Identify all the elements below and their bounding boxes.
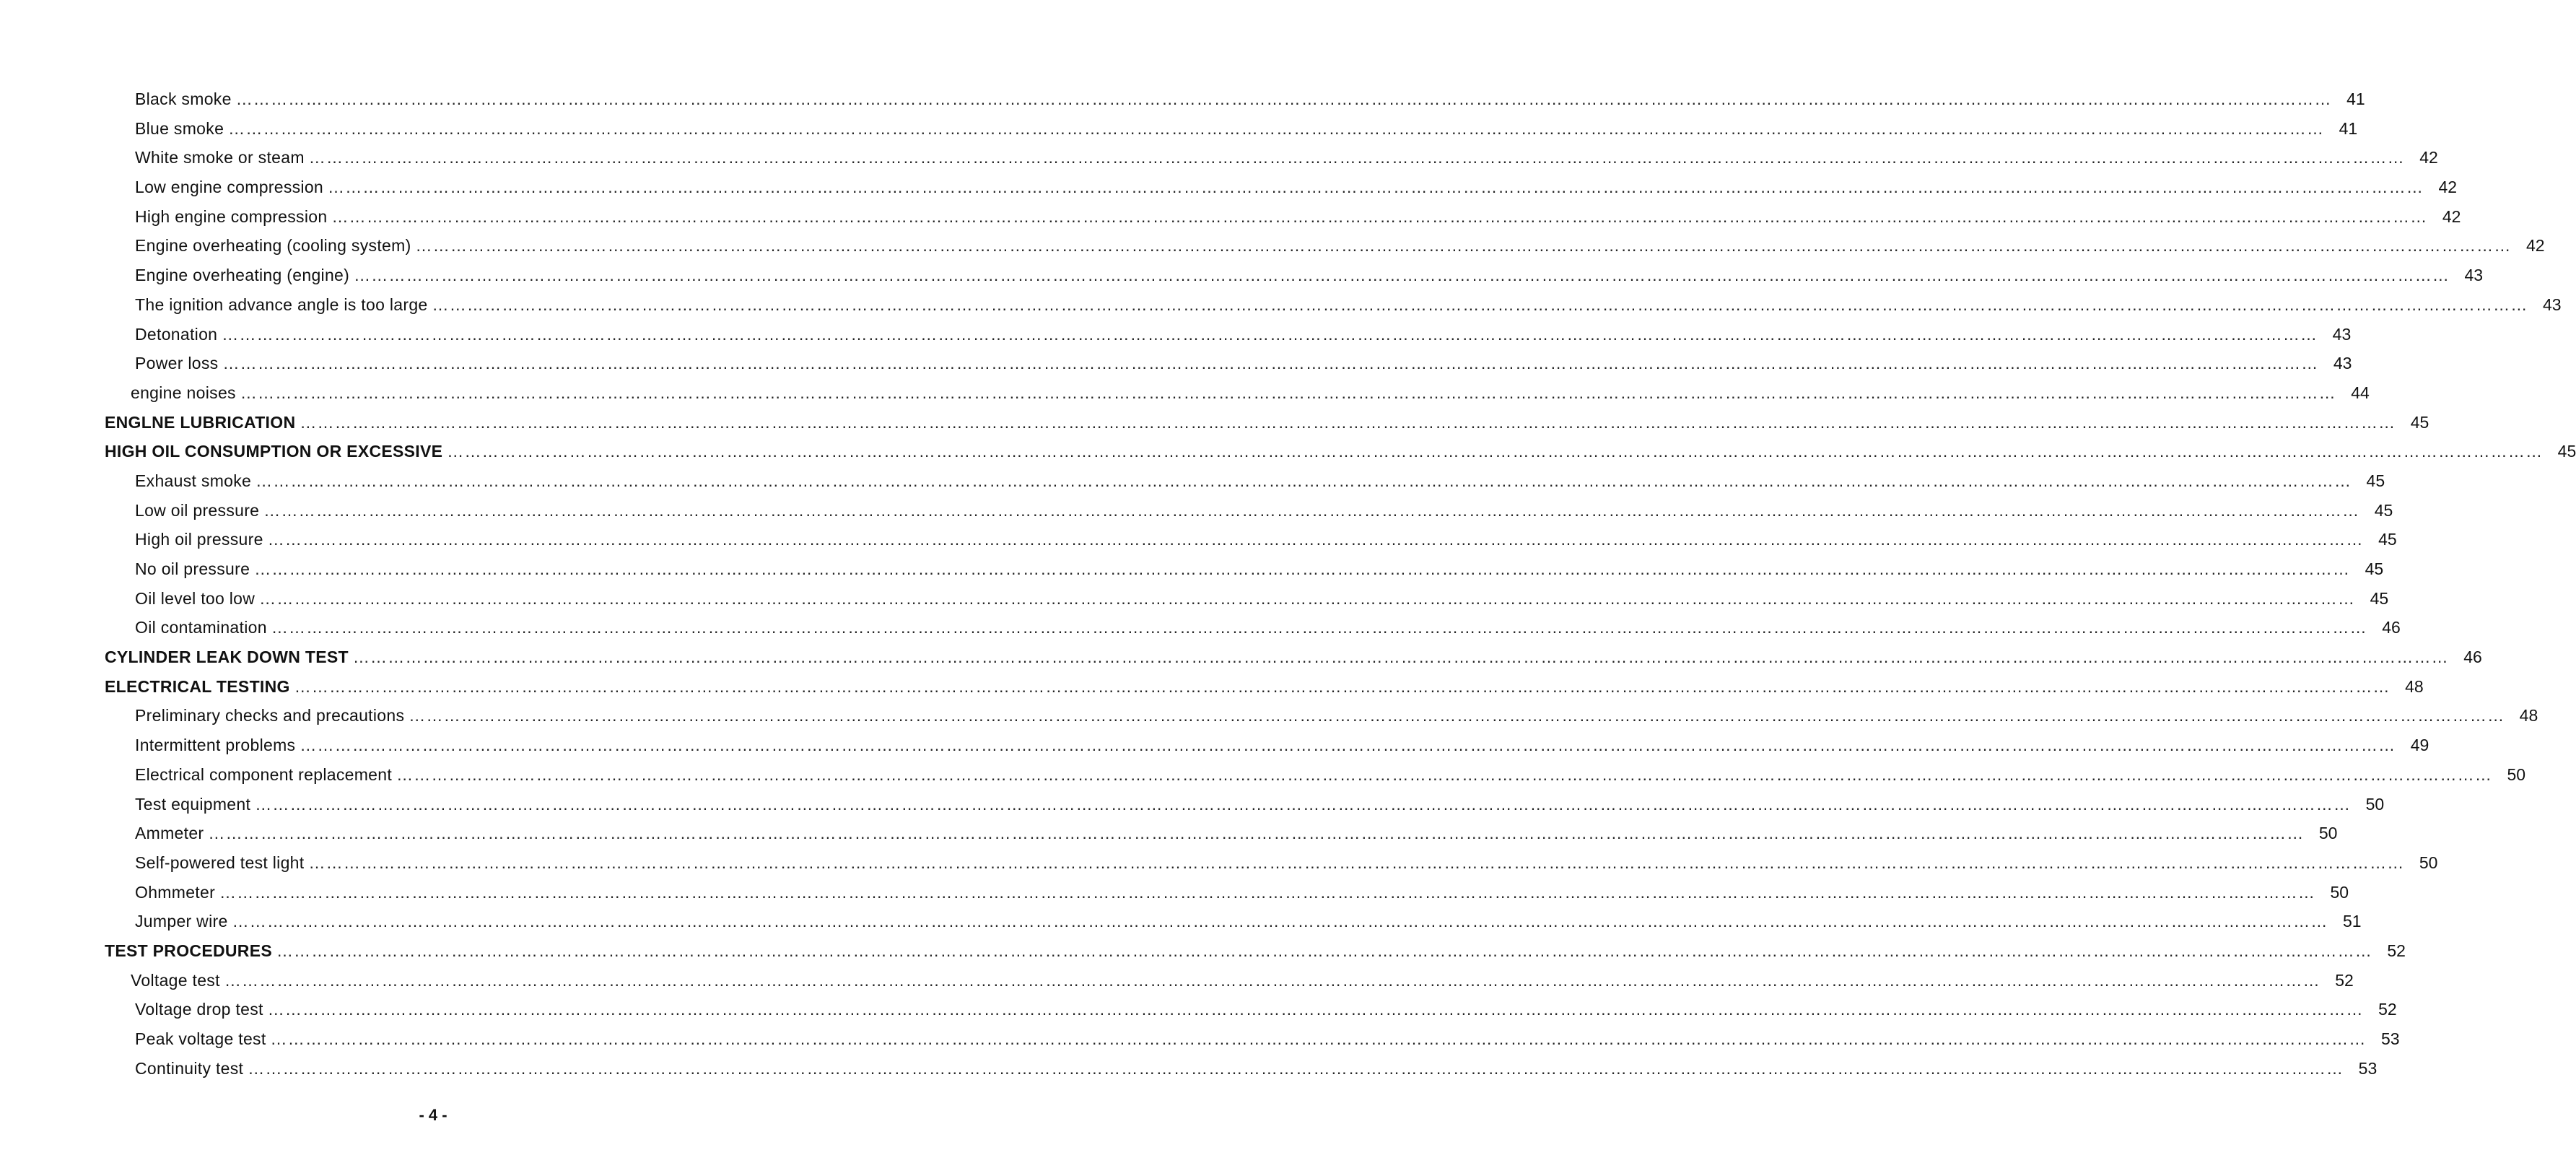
toc-dot-leader: ……………………………………………………………………………………………………………………………………………………………………………………………………………………………………………………………………………………………………………………………… [254,559,2351,578]
toc-entry-page: 45 [2557,442,2576,461]
toc-entry-page: 50 [2365,794,2385,814]
toc-entry-page: 41 [2339,118,2358,138]
toc-section-entry [0,672,2424,702]
toc-entry-title: Voltage test [131,970,220,990]
toc-entry-page: 48 [2519,706,2538,725]
toc-entry [0,173,2458,202]
toc-entry [0,84,2365,114]
toc-dot-leader: ……………………………………………………………………………………………………………………………………………………………………………………………………………………………………………………………………………………………………………………………… [294,676,2391,696]
toc-entry-page: 46 [2463,648,2482,667]
toc-entry-page: 43 [2542,295,2562,314]
toc-entry-page: 43 [2464,266,2484,285]
toc-entry-title: No oil pressure [135,559,250,578]
toc-dot-leader: ……………………………………………………………………………………………………………………………………………………………………………………………………………………………………………………………………………………………………………………………… [267,530,2364,549]
toc-entry-page: 45 [2374,500,2393,520]
toc-entry [0,114,2358,144]
toc-dot-leader: ……………………………………………………………………………………………………………………………………………………………………………………………………………………………………………………………………………………………………………………………… [276,941,2372,960]
toc-entry [0,231,2545,261]
toc-entry [0,878,2349,907]
toc-entry-title: High oil pressure [135,530,263,549]
toc-dot-leader: ……………………………………………………………………………………………………………………………………………………………………………………………………………………………………………………………………………………………………………………………… [263,500,2360,520]
toc-entry-page: 46 [2382,618,2401,637]
toc-entry-title: Test equipment [135,794,251,814]
toc-entry-page: 42 [2442,206,2461,226]
toc-entry-title: Exhaust smoke [135,471,252,490]
toc-entry [0,848,2438,878]
toc-entry [0,1054,2378,1084]
toc-entry-title: Detonation [135,324,218,344]
toc-entry-page: 41 [2346,90,2365,108]
toc-entry-title: Voltage drop test [135,1000,263,1019]
toc-dot-leader: ……………………………………………………………………………………………………………………………………………………………………………………………………………………………………………………………………………………………………………………………… [447,442,2544,461]
toc-entry-page: 49 [2410,736,2429,755]
toc-dot-leader: ……………………………………………………………………………………………………………………………………………………………………………………………………………………………………………………………………………………………………………………………… [222,354,2319,373]
toc-entry-page: 42 [2419,148,2438,167]
toc-dot-leader: ……………………………………………………………………………………………………………………………………………………………………………………………………………………………………………………………………………………………………………………………… [354,266,2450,285]
toc-entry-page: 50 [2318,824,2338,843]
toc-entry [0,966,2354,995]
page-number: - 4 - [419,1106,447,1124]
toc-dot-leader: ……………………………………………………………………………………………………………………………………………………………………………………………………………………………………………………………………………………………………………………………… [248,1058,2344,1078]
toc-dot-leader: ……………………………………………………………………………………………………………………………………………………………………………………………………………………………………………………………………………………………………………………………… [228,118,2325,138]
toc-entry [0,525,2397,554]
toc-dot-leader: ……………………………………………………………………………………………………………………………………………………………………………………………………………………………………………………………………………………………………………………………… [267,1000,2364,1019]
toc-dot-leader: ……………………………………………………………………………………………………………………………………………………………………………………………………………………………………………………………………………………………………………………………… [222,324,2318,344]
toc-entry [0,819,2338,848]
toc-dot-leader: ……………………………………………………………………………………………………………………………………………………………………………………………………………………………………………………………………………………………………………………………… [415,236,2512,256]
toc-section-entry [0,936,2406,966]
toc-dot-leader: ……………………………………………………………………………………………………………………………………………………………………………………………………………………………………………………………………………………………………………………………… [271,618,2367,637]
toc-entry-page: 45 [2365,559,2384,578]
toc-entry-title: Jumper wire [135,912,228,931]
toc-dot-leader: ……………………………………………………………………………………………………………………………………………………………………………………………………………………………………………………………………………………………………………………………… [270,1029,2367,1048]
toc-entry-title: Oil level too low [135,588,256,608]
toc-dot-leader: ……………………………………………………………………………………………………………………………………………………………………………………………………………………………………………………………………………………………………………………………… [219,882,2316,902]
toc-dot-leader: ……………………………………………………………………………………………………………………………………………………………………………………………………………………………………………………………………………………………………………………………… [300,412,2396,432]
toc-entry-title: ELECTRICAL TESTING [105,676,290,696]
toc-dot-leader: ……………………………………………………………………………………………………………………………………………………………………………………………………………………………………………………………………………………………………………………………… [255,794,2352,814]
toc-entry-title: Ammeter [135,824,204,843]
toc-dot-leader: ……………………………………………………………………………………………………………………………………………………………………………………………………………………………………………………………………………………………………………………………… [256,471,2352,490]
toc-dot-leader: ……………………………………………………………………………………………………………………………………………………………………………………………………………………………………………………………………………………………………………………………… [259,588,2356,608]
toc-entry-page: 50 [2330,882,2349,902]
toc-entry-title: Oil contamination [135,618,267,637]
toc-dot-leader: ……………………………………………………………………………………………………………………………………………………………………………………………………………………………………………………………………………………………………………………………… [232,912,2328,931]
toc-entry [0,907,2362,936]
toc-dot-leader: ……………………………………………………………………………………………………………………………………………………………………………………………………………………………………………………………………………………………………………………………… [300,736,2396,755]
toc-entry [0,731,2429,760]
toc-entry-title: Intermittent problems [135,736,296,755]
toc-entry-title: TEST PROCEDURES [105,941,272,960]
toc-dot-leader: ……………………………………………………………………………………………………………………………………………………………………………………………………………………………………………………………………………………………………………………………… [352,648,2449,667]
toc-entry [0,995,2397,1024]
toc-entry-page: 53 [2358,1058,2378,1078]
toc-dot-leader: ……………………………………………………………………………………………………………………………………………………………………………………………………………………………………………………………………………………………………………………………… [308,148,2405,167]
toc-entry-title: ENGLNE LUBRICATION [105,412,296,432]
toc-entry [0,554,2384,584]
toc-entry-title: Self-powered test light [135,853,305,872]
toc-entry-title: High engine compression [135,206,328,226]
toc-dot-leader: ……………………………………………………………………………………………………………………………………………………………………………………………………………………………………………………………………………………………………………………………… [396,764,2493,784]
toc-section-entry [0,642,2482,672]
toc-entry-page: 43 [2333,354,2352,373]
toc-dot-leader: ……………………………………………………………………………………………………………………………………………………………………………………………………………………………………………………………………………………………………………………………… [224,970,2320,990]
toc-entry [0,584,2389,614]
toc-entry [0,701,2538,731]
toc-section-entry [0,437,2576,466]
toc-dot-leader: ……………………………………………………………………………………………………………………………………………………………………………………………………………………………………………………………………………………………………………………………… [208,824,2305,843]
toc-entry-title: Ohmmeter [135,882,216,902]
toc-entry-title: Low engine compression [135,178,324,197]
toc-entry-page: 52 [2387,941,2406,960]
toc-dot-leader: ……………………………………………………………………………………………………………………………………………………………………………………………………………………………………………………………………………………………………………………………… [409,706,2505,725]
toc-entry-page: 42 [2438,178,2458,197]
toc-entry [0,261,2484,290]
toc-dot-leader: ……………………………………………………………………………………………………………………………………………………………………………………………………………………………………………………………………………………………………………………………… [331,206,2428,226]
toc-entry-title: Blue smoke [135,118,224,138]
toc-entry [0,466,2385,496]
toc-dot-leader: ……………………………………………………………………………………………………………………………………………………………………………………………………………………………………………………………………………………………………………………………… [240,383,2336,402]
toc-entry-page: 51 [2342,912,2362,931]
toc-dot-leader: ……………………………………………………………………………………………………………………………………………………………………………………………………………………………………………………………………………………………………………………………… [328,178,2424,197]
toc-entry-page: 52 [2335,970,2354,990]
toc-entry [0,1024,2400,1054]
toc-entry-page: 52 [2378,1000,2397,1019]
toc-entry [0,143,2438,173]
toc-entry-title: engine noises [131,383,236,402]
toc-entry-page: 44 [2351,383,2370,402]
toc-dot-leader: ……………………………………………………………………………………………………………………………………………………………………………………………………………………………………………………………………………………………………………………………… [308,853,2405,872]
toc-dot-leader: ……………………………………………………………………………………………………………………………………………………………………………………………………………………………………………………………………………………………………………………………… [432,295,2528,314]
toc-entry-title: Electrical component replacement [135,764,393,784]
toc-entry-title: Engine overheating (engine) [135,266,350,285]
toc-entry [0,790,2385,819]
toc-entry-title: CYLINDER LEAK DOWN TEST [105,648,349,667]
toc-dot-leader: ……………………………………………………………………………………………………………………………………………………………………………………………………………………………………………………………………………………………………………………………… [235,90,2332,108]
toc-entry-page: 45 [2366,471,2385,490]
toc-entry-title: Continuity test [135,1058,244,1078]
toc-entry-page: 53 [2380,1029,2400,1048]
toc-entry-title: Low oil pressure [135,500,260,520]
toc-entry-page: 48 [2405,676,2424,696]
toc-entry-title: HIGH OIL CONSUMPTION OR EXCESSIVE [105,442,443,461]
toc-entry [0,760,2526,790]
toc-entry-title: Black smoke [135,90,232,108]
toc-entry [0,290,2562,320]
toc-entry [0,496,2393,526]
toc-entry [0,349,2352,378]
toc-entry-title: Preliminary checks and precautions [135,706,405,725]
toc-entry-page: 45 [2410,412,2429,432]
toc-entry-title: White smoke or steam [135,148,305,167]
toc-entry-title: Engine overheating (cooling system) [135,236,411,256]
toc-entry-page: 50 [2507,764,2526,784]
toc-entry [0,613,2401,642]
toc-entry-title: Peak voltage test [135,1029,266,1048]
toc-entry-title: The ignition advance angle is too large [135,295,428,314]
toc-entry [0,202,2461,232]
toc-section-entry [0,408,2429,437]
toc-entry [0,320,2352,349]
table-of-contents [0,84,2576,1083]
toc-entry-title: Power loss [135,354,219,373]
toc-entry-page: 42 [2525,236,2545,256]
toc-entry-page: 50 [2419,853,2438,872]
toc-entry-page: 45 [2370,588,2389,608]
toc-entry [0,378,2370,408]
toc-entry-page: 45 [2378,530,2397,549]
toc-entry-page: 43 [2332,324,2352,344]
